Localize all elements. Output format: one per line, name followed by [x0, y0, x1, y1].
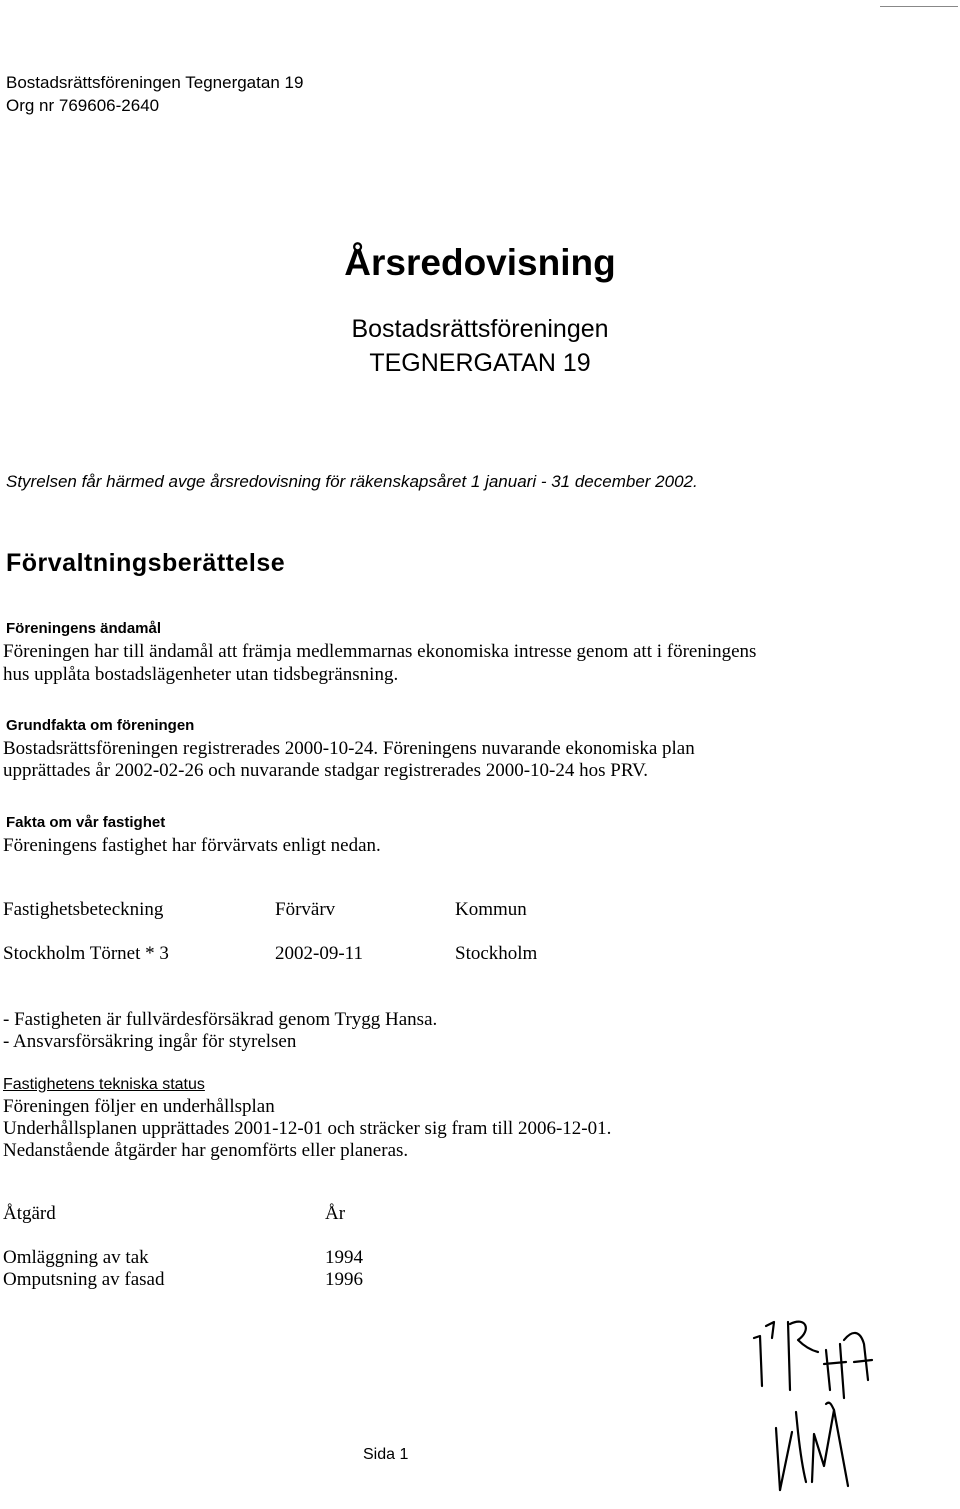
technical-heading: Fastighetens tekniska status	[3, 1076, 205, 1093]
technical-line2: Underhållsplanen upprättades 2001-12-01 och sträcker sig fram till 2006-12-01.	[3, 1118, 612, 1139]
property-note1: - Fastigheten är fullvärdesförsäkrad genom Trygg Hansa.	[3, 1009, 438, 1030]
property-col-designation: Fastighetsbeteckning	[3, 899, 164, 920]
page-number: Sida 1	[363, 1446, 409, 1463]
purpose-line2: hus upplåta bostadslägenheter utan tidsbegränsning.	[3, 664, 399, 685]
org-number: Org nr 769606-2640	[6, 96, 160, 115]
property-col-acquired: Förvärv	[275, 899, 336, 920]
purpose-heading: Föreningens ändamål	[6, 620, 162, 637]
measures-row2-action: Omputsning av fasad	[3, 1269, 165, 1290]
property-cell-acquired: 2002-09-11	[275, 943, 363, 964]
purpose-line1: Föreningen har till ändamål att främja medlemmarnas ekonomiska intresse genom att i föreningens	[3, 641, 757, 662]
intro-text: Styrelsen får härmed avge årsredovisning för räkenskapsåret 1 januari - 31 december 2002.	[6, 472, 698, 491]
handwritten-initials	[740, 1300, 890, 1500]
top-rule	[880, 6, 958, 7]
property-heading: Fakta om vår fastighet	[6, 814, 166, 831]
org-name: Bostadsrättsföreningen Tegnergatan 19	[6, 73, 304, 92]
page-title: Årsredovisning	[344, 242, 616, 283]
measures-col-action: Åtgärd	[3, 1203, 56, 1224]
basic-facts-line2: upprättades år 2002-02-26 och nuvarande stadgar registrerades 2000-10-24 hos PRV.	[3, 760, 649, 781]
measures-row1-action: Omläggning av tak	[3, 1247, 149, 1268]
property-cell-designation: Stockholm Törnet * 3	[3, 943, 169, 964]
measures-row1-year: 1994	[325, 1247, 363, 1268]
measures-row2-year: 1996	[325, 1269, 363, 1290]
basic-facts-line1: Bostadsrättsföreningen registrerades 2000-10-24. Föreningens nuvarande ekonomiska plan	[3, 738, 695, 759]
subtitle-line1: Bostadsrättsföreningen	[351, 315, 609, 343]
technical-line3: Nedanstående åtgärder har genomförts eller planeras.	[3, 1140, 409, 1161]
measures-col-year: År	[325, 1203, 346, 1224]
property-line1: Föreningens fastighet har förvärvats enligt nedan.	[3, 835, 381, 856]
subtitle-line2: TEGNERGATAN 19	[369, 349, 591, 377]
property-cell-municipality: Stockholm	[455, 943, 538, 964]
technical-line1: Föreningen följer en underhållsplan	[3, 1096, 275, 1117]
property-note2: - Ansvarsförsäkring ingår för styrelsen	[3, 1031, 297, 1052]
basic-facts-heading: Grundfakta om föreningen	[6, 717, 195, 734]
section-title: Förvaltningsberättelse	[6, 549, 286, 577]
property-col-municipality: Kommun	[455, 899, 527, 920]
